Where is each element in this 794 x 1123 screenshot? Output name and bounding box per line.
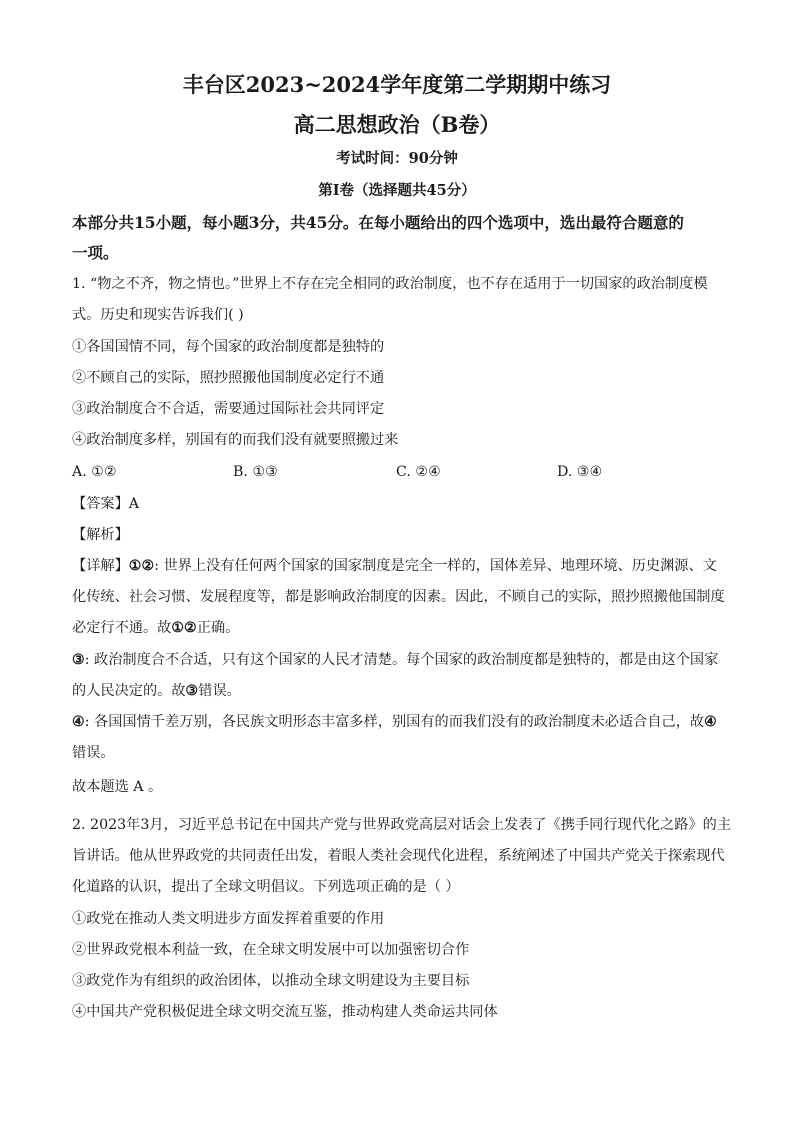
q1-statement-1: ①各国国情不同，每个国家的政治制度都是独特的 xyxy=(72,339,385,355)
q1-option-a: A. ①② xyxy=(72,464,117,480)
q1-answer xyxy=(72,494,722,514)
detail-text: : 世界上没有任何两个国家的国家制度是完全一样的，国体差异、地理环境、历史渊源、文 xyxy=(154,558,717,574)
detail-mark: ④ xyxy=(704,714,717,730)
detail-mark-4: ④ xyxy=(72,714,85,730)
q1-conclusion: 故本题选 A 。 xyxy=(72,779,163,795)
exam-time: 考试时间：90分钟 xyxy=(336,150,458,167)
detail-text: 错误。 xyxy=(198,683,241,699)
detail-text: 必定行不通。故 xyxy=(72,620,172,636)
q1-stem-line-2: 式。历史和现实告诉我们( ) xyxy=(72,307,244,323)
q1-detail-line-3 xyxy=(72,618,722,638)
instruction-line-2: 一项。 xyxy=(72,243,119,262)
detail-text: : 政治制度合不合适，只有这个国家的人民才清楚。每个国家的政治制度都是独特的，都是由这个国家 xyxy=(84,652,719,668)
q1-statement-4: ④政治制度多样，别国有的而我们没有就要照搬过来 xyxy=(72,432,399,448)
q1-detail-line-7: 错误。 xyxy=(72,745,115,761)
detail-text: : 各国国情千差万别，各民族文明形态丰富多样，别国有的而我们没有的政治制度未必适合自己，故 xyxy=(84,714,705,730)
q1-detail-line-6 xyxy=(72,712,722,732)
q1-option-d: D. ③④ xyxy=(557,464,603,480)
answer-tag: 【答案】 xyxy=(72,496,129,512)
instruction-line-1: 本部分共15小题，每小题3分，共45分。在每小题给出的四个选项中，选出最符合题意的 xyxy=(72,213,684,232)
detail-mark: ①② xyxy=(171,620,197,636)
q2-stem-line-3: 化道路的认识，提出了全球文明倡议。下列选项正确的是（ ） xyxy=(72,879,460,895)
q1-detail-line-5 xyxy=(72,681,722,701)
q2-stem-line-2: 旨讲话。他从世界政党的共同责任出发，着眼人类社会现代化进程，系统阐述了中国共产党关于探索现代 xyxy=(72,848,725,864)
q2-statement-4: ④中国共产党积极促进全球文明交流互鉴，推动构建人类命运共同体 xyxy=(72,1004,498,1020)
exam-title: 丰台区2023~2024学年度第二学期期中练习 xyxy=(182,72,612,97)
detail-text: 正确。 xyxy=(196,620,240,636)
detail-tag: 【详解】 xyxy=(72,558,129,574)
q2-statement-3: ③政党作为有组织的政治团体，以推动全球文明建设为主要目标 xyxy=(72,973,470,989)
detail-mark-3: ③ xyxy=(72,652,85,668)
q1-stem-line-1: 1. “物之不齐，物之情也。”世界上不存在完全相同的政治制度，也不存在适用于一切国家的政治制度模 xyxy=(72,276,708,292)
q1-detail-line-4 xyxy=(72,650,722,670)
answer-value: A xyxy=(128,496,140,512)
exam-subtitle: 高二思想政治（B卷） xyxy=(293,112,501,137)
detail-mark: ③ xyxy=(185,683,199,699)
q2-statement-2: ②世界政党根本利益一致，在全球文明发展中可以加强密切合作 xyxy=(72,942,470,958)
q1-statement-2: ②不顾自己的实际，照抄照搬他国制度必定行不通 xyxy=(72,370,385,386)
detail-text: 的人民决定的。故 xyxy=(72,683,186,699)
detail-mark-12: ①② xyxy=(128,558,155,574)
q1-detail-line-2: 化传统、社会习惯、发展程度等，都是影响政治制度的因素。因此，不顾自己的实际，照抄照搬他国制度 xyxy=(72,589,725,605)
q1-option-c: C. ②④ xyxy=(396,464,441,480)
q2-stem-line-1: 2. 2023年3月，习近平总书记在中国共产党与世界政党高层对话会上发表了《携手同行现代化之路》的主 xyxy=(72,817,732,833)
q1-analysis-tag: 【解析】 xyxy=(72,527,129,543)
q2-statement-1: ①政党在推动人类文明进步方面发挥着重要的作用 xyxy=(72,911,385,927)
q1-detail-line-1 xyxy=(72,556,722,576)
section-heading: 第Ⅰ卷（选择题共45分） xyxy=(318,182,476,199)
q1-option-b: B. ①③ xyxy=(233,464,278,480)
q1-statement-3: ③政治制度合不合适，需要通过国际社会共同评定 xyxy=(72,401,385,417)
